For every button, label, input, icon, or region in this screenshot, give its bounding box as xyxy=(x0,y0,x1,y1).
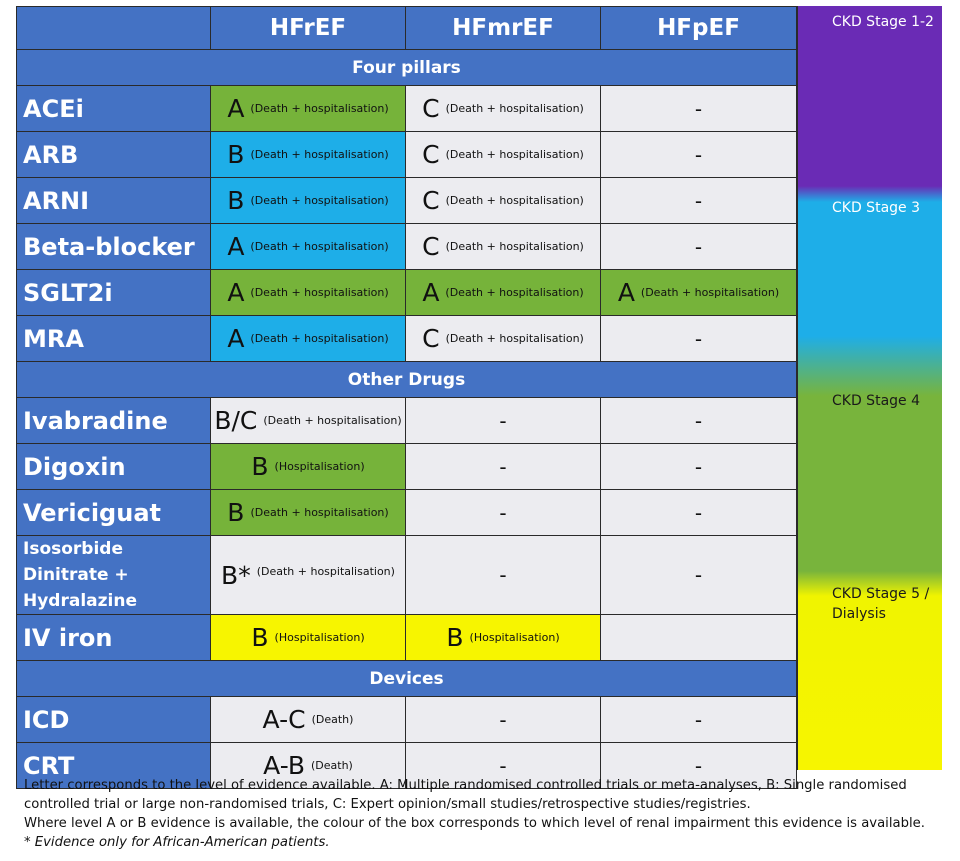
evidence-level: A-B xyxy=(263,751,305,780)
evidence-table xyxy=(16,6,797,789)
no-evidence-dash: - xyxy=(694,96,703,121)
no-evidence-dash: - xyxy=(694,326,703,351)
footnote-evidence-levels: Letter corresponds to the level of evidence available. A: Multiple randomised controlled trials or meta-analyses, B: Single randomised controlled trial or large non-randomised trials, C: Expert opinion/small studies/retrospective studies/registries. xyxy=(24,778,907,812)
evidence-cell xyxy=(406,270,601,316)
evidence-level: C xyxy=(422,186,440,215)
no-evidence-dash: - xyxy=(694,500,703,525)
evidence-level: B xyxy=(251,452,269,481)
evidence-cell xyxy=(211,270,406,316)
evidence-cell xyxy=(601,697,797,743)
table-row xyxy=(17,224,797,270)
table-row xyxy=(17,270,797,316)
no-evidence-dash: - xyxy=(499,500,507,525)
evidence-level: A-C xyxy=(262,705,306,734)
row-label: IV iron xyxy=(17,615,211,661)
row-label: CRT xyxy=(17,743,211,789)
evidence-cell xyxy=(211,178,406,224)
evidence-level: B xyxy=(227,186,245,215)
no-evidence-dash: - xyxy=(499,753,507,778)
evidence-cell xyxy=(406,615,601,661)
ckd-stage-1-2-label: CKD Stage 1-2 xyxy=(832,14,934,30)
evidence-cell xyxy=(211,490,406,536)
evidence-outcome: (Death + hospitalisation) xyxy=(250,148,389,161)
table-row xyxy=(17,615,797,661)
section-other-drugs: Other Drugs xyxy=(17,362,797,398)
evidence-outcome: (Death + hospitalisation) xyxy=(250,332,389,345)
evidence-outcome: (Death + hospitalisation) xyxy=(250,194,389,207)
evidence-outcome: (Death + hospitalisation) xyxy=(263,414,402,427)
row-label: Beta-blocker xyxy=(17,224,211,270)
evidence-cell xyxy=(406,536,601,615)
evidence-cell xyxy=(211,132,406,178)
table-row xyxy=(17,86,797,132)
ckd-stage-5-label: CKD Stage 5 / Dialysis xyxy=(832,586,930,622)
footnote xyxy=(24,776,954,852)
row-label: Ivabradine xyxy=(17,398,211,444)
row-label: Digoxin xyxy=(17,444,211,490)
evidence-cell xyxy=(406,444,601,490)
row-label: ICD xyxy=(17,697,211,743)
evidence-level: B* xyxy=(221,560,251,590)
evidence-cell xyxy=(406,132,601,178)
table-row xyxy=(17,697,797,743)
evidence-outcome: (Death + hospitalisation) xyxy=(250,102,389,115)
evidence-outcome: (Death) xyxy=(310,759,353,772)
evidence-outcome: (Death + hospitalisation) xyxy=(445,148,584,161)
row-label: ACEi xyxy=(17,86,211,132)
evidence-outcome: (Death + hospitalisation) xyxy=(445,102,584,115)
section-devices: Devices xyxy=(17,661,797,697)
table-row xyxy=(17,444,797,490)
evidence-cell xyxy=(601,270,797,316)
no-evidence-dash: - xyxy=(694,234,703,259)
table-row xyxy=(17,490,797,536)
evidence-outcome: (Death + hospitalisation) xyxy=(445,332,584,345)
evidence-cell xyxy=(406,316,601,362)
evidence-level: C xyxy=(422,140,440,169)
evidence-cell xyxy=(601,444,797,490)
ckd-stage-bar xyxy=(797,6,942,770)
corner-cell xyxy=(17,7,211,50)
evidence-outcome: (Death + hospitalisation) xyxy=(640,286,780,299)
evidence-cell xyxy=(601,86,797,132)
no-evidence-dash: - xyxy=(694,707,703,732)
evidence-cell xyxy=(211,398,406,444)
no-evidence-dash: - xyxy=(694,563,703,587)
column-header-row xyxy=(17,7,797,50)
no-evidence-dash: - xyxy=(694,753,703,778)
section-four-pillars: Four pillars xyxy=(17,50,797,86)
table-row xyxy=(17,398,797,444)
row-label: Vericiguat xyxy=(17,490,211,536)
evidence-cell xyxy=(211,316,406,362)
col-header-hfref: HFrEF xyxy=(211,7,406,50)
ckd-stage-3-label: CKD Stage 3 xyxy=(832,200,920,216)
evidence-outcome: (Hospitalisation) xyxy=(274,631,365,644)
evidence-cell xyxy=(601,316,797,362)
no-evidence-dash: - xyxy=(499,563,507,587)
evidence-cell xyxy=(211,444,406,490)
evidence-outcome: (Death + hospitalisation) xyxy=(256,564,395,578)
evidence-cell xyxy=(406,86,601,132)
evidence-cell xyxy=(211,224,406,270)
evidence-cell xyxy=(406,224,601,270)
evidence-cell xyxy=(211,615,406,661)
footnote-asterisk: * Evidence only for African-American patients. xyxy=(24,835,330,850)
evidence-level: A xyxy=(227,232,245,261)
no-evidence-dash: - xyxy=(694,454,703,479)
evidence-cell xyxy=(406,398,601,444)
evidence-cell xyxy=(406,697,601,743)
footnote-colour-meaning: Where level A or B evidence is available, the colour of the box corresponds to which level of renal impairment this evidence is available. xyxy=(24,816,925,831)
evidence-outcome: (Hospitalisation) xyxy=(274,460,365,473)
ckd-stage-4-label: CKD Stage 4 xyxy=(832,393,920,409)
evidence-outcome: (Hospitalisation) xyxy=(469,631,560,644)
evidence-outcome: (Death + hospitalisation) xyxy=(445,194,584,207)
table-row xyxy=(17,316,797,362)
row-label: MRA xyxy=(17,316,211,362)
evidence-level: C xyxy=(422,94,440,123)
evidence-level: B xyxy=(227,140,245,169)
evidence-level: C xyxy=(422,324,440,353)
table-row xyxy=(17,536,797,615)
evidence-cell xyxy=(601,490,797,536)
no-evidence-dash: - xyxy=(694,142,703,167)
col-header-hfpef: HFpEF xyxy=(601,7,797,50)
evidence-level: A xyxy=(227,278,245,307)
evidence-cell xyxy=(406,178,601,224)
table-row xyxy=(17,178,797,224)
evidence-outcome: (Death + hospitalisation) xyxy=(445,286,584,299)
no-evidence-dash: - xyxy=(499,408,507,433)
row-label: SGLT2i xyxy=(17,270,211,316)
evidence-cell xyxy=(601,132,797,178)
no-evidence-dash: - xyxy=(694,188,703,213)
col-header-hfmref: HFmrEF xyxy=(406,7,601,50)
evidence-cell xyxy=(601,178,797,224)
evidence-level: B/C xyxy=(214,406,258,435)
row-label: ARNI xyxy=(17,178,211,224)
evidence-level: B xyxy=(251,623,269,652)
evidence-cell xyxy=(211,86,406,132)
no-evidence-dash: - xyxy=(694,408,703,433)
evidence-outcome: (Death + hospitalisation) xyxy=(445,240,584,253)
evidence-outcome: (Death + hospitalisation) xyxy=(250,506,389,519)
no-evidence-dash: - xyxy=(499,454,507,479)
evidence-level: A xyxy=(227,324,245,353)
evidence-level: A xyxy=(617,278,635,307)
no-evidence-dash: - xyxy=(499,707,507,732)
evidence-level: C xyxy=(422,232,440,261)
row-label: ARB xyxy=(17,132,211,178)
evidence-cell xyxy=(601,398,797,444)
evidence-level: A xyxy=(422,278,440,307)
evidence-outcome: (Death + hospitalisation) xyxy=(250,240,389,253)
evidence-cell xyxy=(601,536,797,615)
evidence-cell xyxy=(601,224,797,270)
evidence-cell xyxy=(406,490,601,536)
row-label: Isosorbide Dinitrate + Hydralazine xyxy=(17,536,211,615)
evidence-level: B xyxy=(227,498,245,527)
evidence-cell xyxy=(211,536,406,615)
evidence-outcome: (Death + hospitalisation) xyxy=(250,286,389,299)
table-row xyxy=(17,132,797,178)
evidence-level: A xyxy=(227,94,245,123)
evidence-cell xyxy=(211,697,406,743)
evidence-cell xyxy=(601,615,797,661)
evidence-outcome: (Death) xyxy=(311,713,354,726)
evidence-level: B xyxy=(446,623,464,652)
